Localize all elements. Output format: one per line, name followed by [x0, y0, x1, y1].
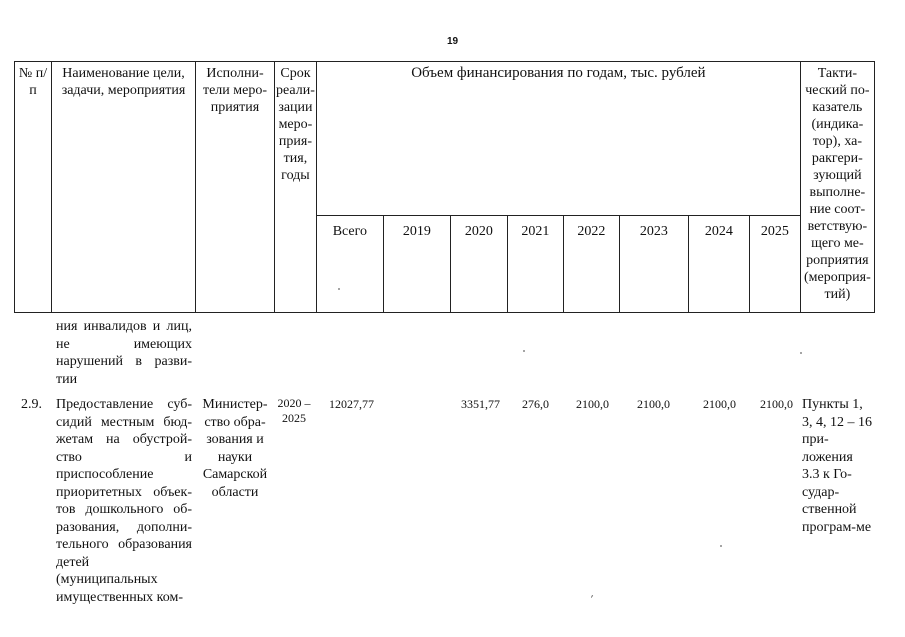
header-executor: Исполни-тели меро-приятия: [196, 62, 275, 313]
row-2021: 276,0: [522, 397, 549, 411]
header-year-2021: 2021: [507, 216, 563, 313]
scan-mark: ʹ: [588, 591, 595, 607]
header-year-2023: 2023: [619, 216, 688, 313]
row-2022: 2100,0: [576, 397, 609, 411]
header-table: [14, 61, 875, 313]
page-number: 19: [446, 36, 459, 47]
row-indicator: Пункты 1, 3, 4, 12 – 16 при-ложения 3.3 к Го-судар-ственной програм-ме: [802, 397, 872, 535]
header-total: Всего: [316, 216, 383, 313]
row-name: Предоставление суб-сидий местным бюд-жетам на обустрой-ство и приспособление приоритетных объек-тов дошкольного об-разования, дополни-тельного образования детей (муниципальных имущественных ком-: [56, 397, 192, 605]
continuation-text: ния инвалидов и лиц, не имеющих нарушений в разви-тии: [56, 319, 192, 387]
scan-speck: [338, 288, 340, 290]
header-term: Срок реали-зации меро-прия-тия, годы: [275, 62, 317, 313]
header-year-2024: 2024: [688, 216, 749, 313]
row-2023: 2100,0: [637, 397, 670, 411]
row-total: 12027,77: [329, 397, 374, 411]
header-num: № п/п: [15, 62, 52, 313]
row-executor: Министер-ство обра-зования и науки Самарской области: [202, 397, 268, 500]
header-year-2019: 2019: [383, 216, 450, 313]
row-2025: 2100,0: [760, 397, 793, 411]
row-2024: 2100,0: [703, 397, 736, 411]
row-term: 2020 – 2025: [277, 396, 311, 425]
header-name: Наименование цели, задачи, мероприятия: [52, 62, 196, 313]
row-number: 2.9.: [21, 397, 42, 412]
header-year-2025: 2025: [749, 216, 800, 313]
header-year-2022: 2022: [563, 216, 619, 313]
row-2020: 3351,77: [461, 397, 500, 411]
scan-speck: [523, 350, 525, 352]
header-indicator: Такти-ческий по-казатель (индика-тор), ха-ракгери-зующий выполне-ние соот-ветствую-щего ме-роприятия (мероприя-тий): [800, 62, 874, 313]
scan-speck: [720, 545, 722, 547]
header-year-2020: 2020: [450, 216, 507, 313]
header-funding: Объем финансирования по годам, тыс. рублей: [316, 62, 800, 216]
scan-speck: [800, 352, 802, 354]
